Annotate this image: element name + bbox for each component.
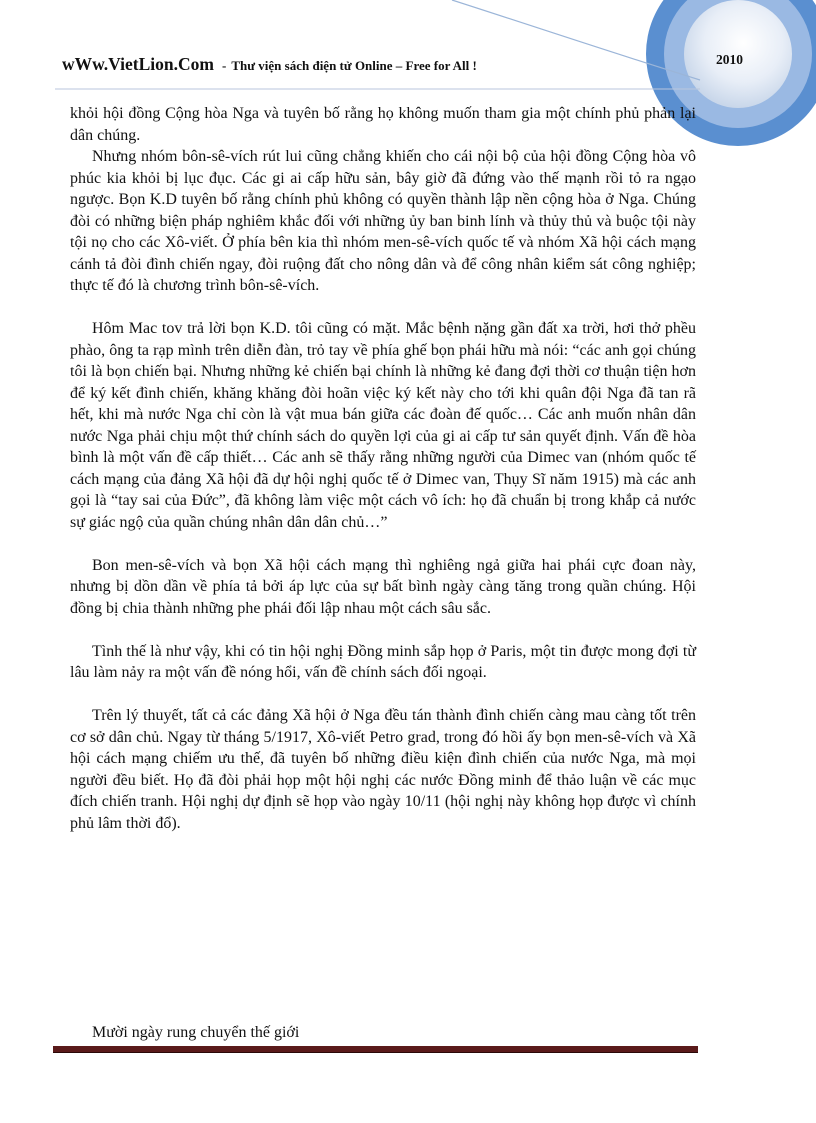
site-tagline: Thư viện sách điện tử Online – Free for All ! (231, 58, 477, 73)
paragraph: Tình thế là như vậy, khi có tin hội nghị Đồng minh sắp họp ở Paris, một tin được mong đợi từ lâu làm nảy ra một vấn đề nóng hổi, vấn đề chính sách đối ngoại. (70, 642, 696, 681)
paragraph: Hôm Mac tov trả lời bọn K.D. tôi cũng có mặt. Mắc bệnh nặng gần đất xa trời, hơi thở phều phào, ông ta rạp mình trên diễn đàn, trỏ tay về phía ghế bọn phái hữu mà nói: “các anh gọi chúng tôi là bọn chiến bại. Nhưng những kẻ chiến bại chính là những kẻ đang đợi thời cơ thuận tiện hơn để ký kết đình chiến, khăng khăng đòi hoãn việc ký kết này cho tới khi quân đội Nga đã tan rã hết, khi mà nước Nga chỉ còn là vật mua bán giữa các đoàn đế quốc… Các anh muốn nhân dân nước Nga phải chịu một thứ chính sách do quyền lợi của gi ai cấp tư sản quyết định. Vấn đề hòa bình là một vấn đề cấp thiết… Các anh sẽ thấy rằng những người của Dimec van (nhóm quốc tế cách mạng của đảng Xã hội đã dự hội nghị quốc tế ở Dimec van, Thụy Sĩ năm 1915) mà các anh gọi là “tay sai của Đức”, đã không làm việc một cách vô ích: họ đã chuẩn bị trong khắp cả nước sự giác ngộ của quần chúng nhân dân dân chủ…” (70, 320, 696, 531)
body-text (70, 103, 696, 834)
paragraph: Bon men-sê-vích và bọn Xã hội cách mạng thì nghiêng ngả giữa hai phái cực đoan này, nhưng bị dồn dần về phía tả bởi áp lực của sự bất bình ngày càng tăng trong quần chúng. Hội đồng bị chia thành những phe phái đối lập nhau một cách sâu sắc. (70, 556, 696, 617)
header-separator: - (222, 58, 227, 73)
site-url[interactable]: wWw.VietLion.Com (62, 54, 214, 74)
footer-book-title: Mười ngày rung chuyển thế giới (92, 1024, 300, 1041)
paragraph: Nhưng nhóm bôn-sê-vích rút lui cũng chẳng khiến cho cái nội bộ của hội đồng Cộng hòa vô phúc kia khỏi bị lục đục. Các gi ai cấp hữu sản, bây giờ đã đứng vào thế mạnh rồi tỏ ra ngạo ngược. Bọn K.D tuyên bố rằng chính phủ không có quyền thành lập nền cộng hòa ở Nga. Chúng đòi có những biện pháp nghiêm khắc đối với những ủy ban binh lính và thủy thủ và buộc tội này tội nọ cho các Xô-viết. Ở phía bên kia thì nhóm men-sê-vích quốc tế và nhóm Xã hội cách mạng cánh tả đòi đình chiến ngay, đòi ruộng đất cho nông dân và để công nhân kiểm sát công nghiệp; thực tế đó là chương trình bôn-sê-vích. (70, 148, 696, 294)
footer-rule (53, 1046, 698, 1053)
site-header (62, 54, 477, 75)
paragraph: khỏi hội đồng Cộng hòa Nga và tuyên bố rằng họ không muốn tham gia một chính phủ phản lại dân chúng. (70, 105, 696, 144)
year-badge: 2010 (716, 52, 743, 67)
paragraph: Trên lý thuyết, tất cả các đảng Xã hội ở Nga đều tán thành đình chiến càng mau càng tốt trên cơ sở dân chủ. Ngay từ tháng 5/1917, Xô-viết Petro grad, trong đó hồi ấy bọn men-sê-vích và Xã hội cách mạng chiếm ưu thế, đã tuyên bố những điều kiện đình chiến của nước Nga, mà mọi người đều biết. Họ đã đòi phải họp một hội nghị các nước Đồng minh để thảo luận về các mục đích chiến tranh. Hội nghị dự định sẽ họp vào ngày 10/11 (hội nghị này không họp được vì chính phủ lâm thời đổ). (70, 707, 696, 832)
